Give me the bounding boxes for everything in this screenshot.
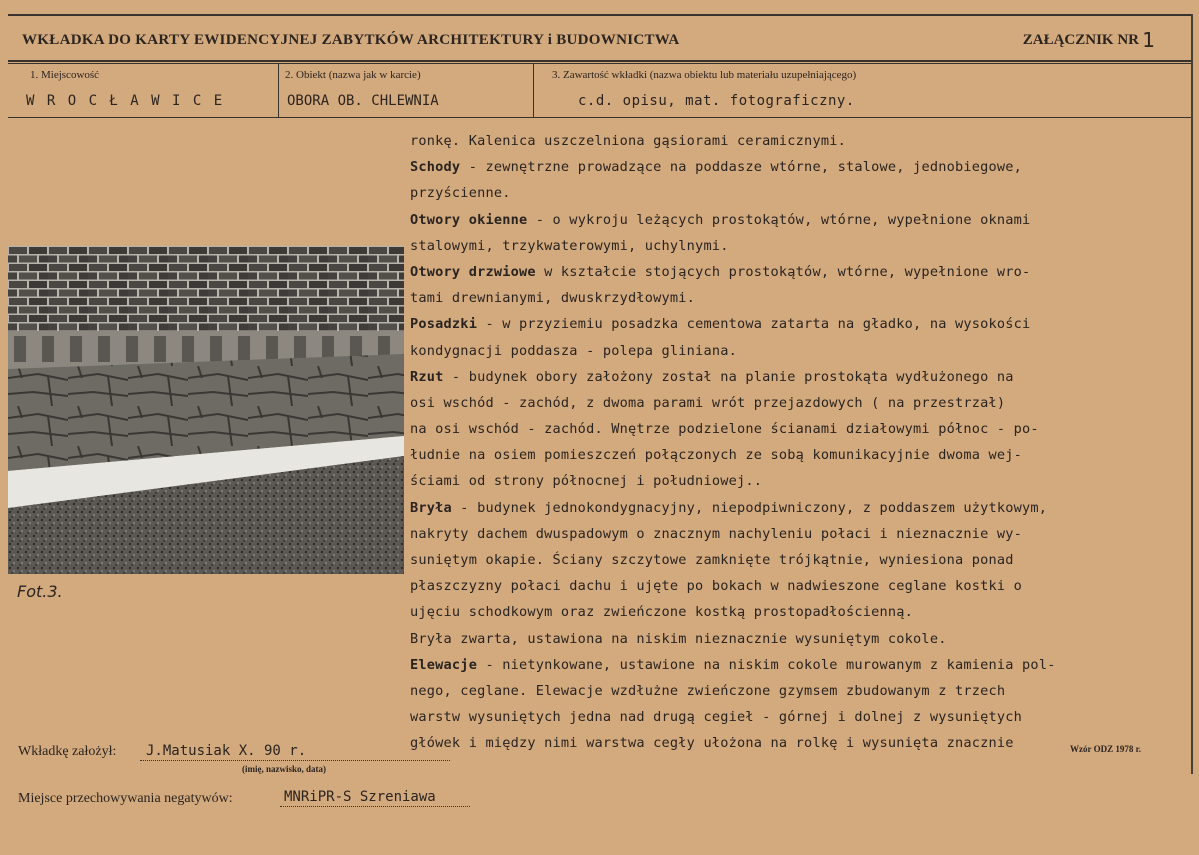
author-hint: (imię, nazwisko, data) bbox=[242, 764, 326, 774]
line-text: - nietynkowane, ustawione na niskim cokole murowanym z kamienia pol- bbox=[477, 656, 1056, 673]
photo-caption: Fot.3. bbox=[17, 582, 63, 601]
line-text: ściami od strony północnej i południowej.. bbox=[410, 473, 763, 490]
negatives-value: MNRiPR-S Szreniawa bbox=[284, 789, 436, 805]
building-photo bbox=[8, 246, 404, 574]
description-line bbox=[410, 626, 1182, 652]
description-line bbox=[410, 495, 1182, 521]
description-line bbox=[410, 338, 1182, 364]
line-text: przyścienne. bbox=[410, 185, 511, 202]
form-code: Wzór ODZ 1978 r. bbox=[1070, 744, 1141, 754]
description-line bbox=[410, 180, 1182, 206]
description-line bbox=[410, 311, 1182, 337]
line-text: warstw wysuniętych jedna nad drugą cegieł - górnej i dolnej z wysuniętych bbox=[410, 709, 1023, 726]
object-value: OBORA OB. CHLEWNIA bbox=[287, 93, 439, 109]
description-line bbox=[410, 573, 1182, 599]
author-dotted-line bbox=[140, 760, 450, 761]
description-line bbox=[410, 390, 1182, 416]
section-heading: Posadzki bbox=[410, 316, 478, 333]
header-rule-thin bbox=[8, 63, 1191, 64]
description-line bbox=[410, 599, 1182, 625]
author-label: Wkładkę założył: bbox=[18, 744, 117, 759]
line-text: nego, ceglane. Elewacje wzdłużne zwieńczone gzymsem zbudowanym z trzech bbox=[410, 682, 1006, 699]
line-text: ujęciu schodkowym oraz zwieńczone kostką prostopadłościenną. bbox=[410, 604, 914, 621]
right-border bbox=[1191, 14, 1193, 774]
line-text: ronkę. Kalenica uszczelniona gąsiorami ceramicznymi. bbox=[410, 133, 846, 149]
place-label: 1. Miejscowość bbox=[30, 69, 100, 81]
description-line bbox=[410, 154, 1182, 180]
line-text: nakryty dachem dwuspadowym o znacznym nachyleniu połaci i nieznacznie wy- bbox=[410, 525, 1023, 542]
line-text: łudnie na osiem pomieszczeń połączonych ze sobą komunikacyjnie dwoma wej- bbox=[410, 447, 1023, 464]
line-text: - budynek obory założony został na planie prostokąta wydłużonego na bbox=[443, 368, 1014, 385]
place-value: W R O C Ł A W I C E bbox=[26, 93, 225, 109]
section-heading: Elewacje bbox=[410, 656, 478, 673]
description-line bbox=[410, 259, 1182, 285]
description-line bbox=[410, 285, 1182, 311]
section-heading: Otwory okienne bbox=[410, 211, 528, 228]
object-label: 2. Obiekt (nazwa jak w karcie) bbox=[285, 69, 421, 81]
line-text: suniętym okapie. Ściany szczytowe zamknięte trójkątnie, wyniesiona ponad bbox=[410, 552, 1014, 568]
negatives-dotted-line bbox=[280, 806, 470, 807]
line-text: główek i między nimi warstwa cegły ułożona na rolkę i wysunięta znacznie bbox=[410, 735, 1014, 752]
description-line bbox=[410, 704, 1182, 730]
fields-rule bbox=[8, 117, 1191, 118]
field-divider-2 bbox=[533, 63, 534, 117]
author-value: J.Matusiak X. 90 r. bbox=[146, 743, 307, 759]
description-line bbox=[410, 233, 1182, 259]
line-text: stalowymi, trzykwaterowymi, uchylnymi. bbox=[410, 237, 729, 254]
line-text: w kształcie stojących prostokątów, wtórne, wypełnione wro- bbox=[535, 263, 1031, 280]
field-divider-1 bbox=[278, 63, 279, 117]
content-value: c.d. opisu, mat. fotograficzny. bbox=[578, 93, 855, 109]
content-label: 3. Zawartość wkładki (nazwa obiektu lub materiału uzupełniającego) bbox=[552, 69, 857, 81]
description-line bbox=[410, 207, 1182, 233]
attachment-label: ZAŁĄCZNIK NR bbox=[1022, 32, 1139, 48]
card-title: WKŁADKA DO KARTY EWIDENCYJNEJ ZABYTKÓW ARCHITEKTURY i BUDOWNICTWA bbox=[22, 32, 680, 48]
section-heading: Rzut bbox=[410, 368, 444, 385]
negatives-label: Miejsce przechowywania negatywów: bbox=[18, 791, 233, 806]
line-text: na osi wschód - zachód. Wnętrze podzielone ścianami działowymi północ - po- bbox=[410, 421, 1039, 438]
line-text: - zewnętrzne prowadzące na poddasze wtórne, stalowe, jednobiegowe, bbox=[460, 159, 1023, 176]
description-text bbox=[410, 128, 1182, 757]
section-heading: Schody bbox=[410, 159, 461, 176]
description-line bbox=[410, 364, 1182, 390]
description-line bbox=[410, 730, 1182, 756]
description-line bbox=[410, 442, 1182, 468]
brick-wall-photo bbox=[8, 246, 404, 574]
line-text: - w przyziemiu posadzka cementowa zatarta na gładko, na wysokości bbox=[477, 316, 1031, 333]
line-text: osi wschód - zachód, z dwoma parami wrót przejazdowych ( na przestrzał) bbox=[410, 394, 1006, 411]
description-line bbox=[410, 521, 1182, 547]
line-text: - o wykroju leżących prostokątów, wtórne, wypełnione oknami bbox=[527, 211, 1031, 228]
line-text: Bryła zwarta, ustawiona na niskim nieznacznie wysuniętym cokole. bbox=[410, 630, 947, 647]
top-border bbox=[8, 14, 1191, 16]
description-line bbox=[410, 128, 1182, 154]
description-line bbox=[410, 652, 1182, 678]
description-line bbox=[410, 468, 1182, 494]
line-text: tami drewnianymi, dwuskrzydłowymi. bbox=[410, 290, 696, 307]
description-line bbox=[410, 547, 1182, 573]
section-heading: Bryła bbox=[410, 499, 452, 516]
description-line bbox=[410, 678, 1182, 704]
attachment-number: 1 bbox=[1142, 28, 1155, 52]
line-text: płaszczyzny połaci dachu i ujęte po bokach w nadwieszone ceglane kostki o bbox=[410, 578, 1023, 595]
description-line bbox=[410, 416, 1182, 442]
line-text: - budynek jednokondygnacyjny, niepodpiwniczony, z poddaszem użytkowym, bbox=[451, 499, 1048, 516]
header-rule bbox=[8, 60, 1191, 62]
section-heading: Otwory drzwiowe bbox=[410, 263, 536, 280]
line-text: kondygnacji poddasza - polepa gliniana. bbox=[410, 342, 737, 359]
